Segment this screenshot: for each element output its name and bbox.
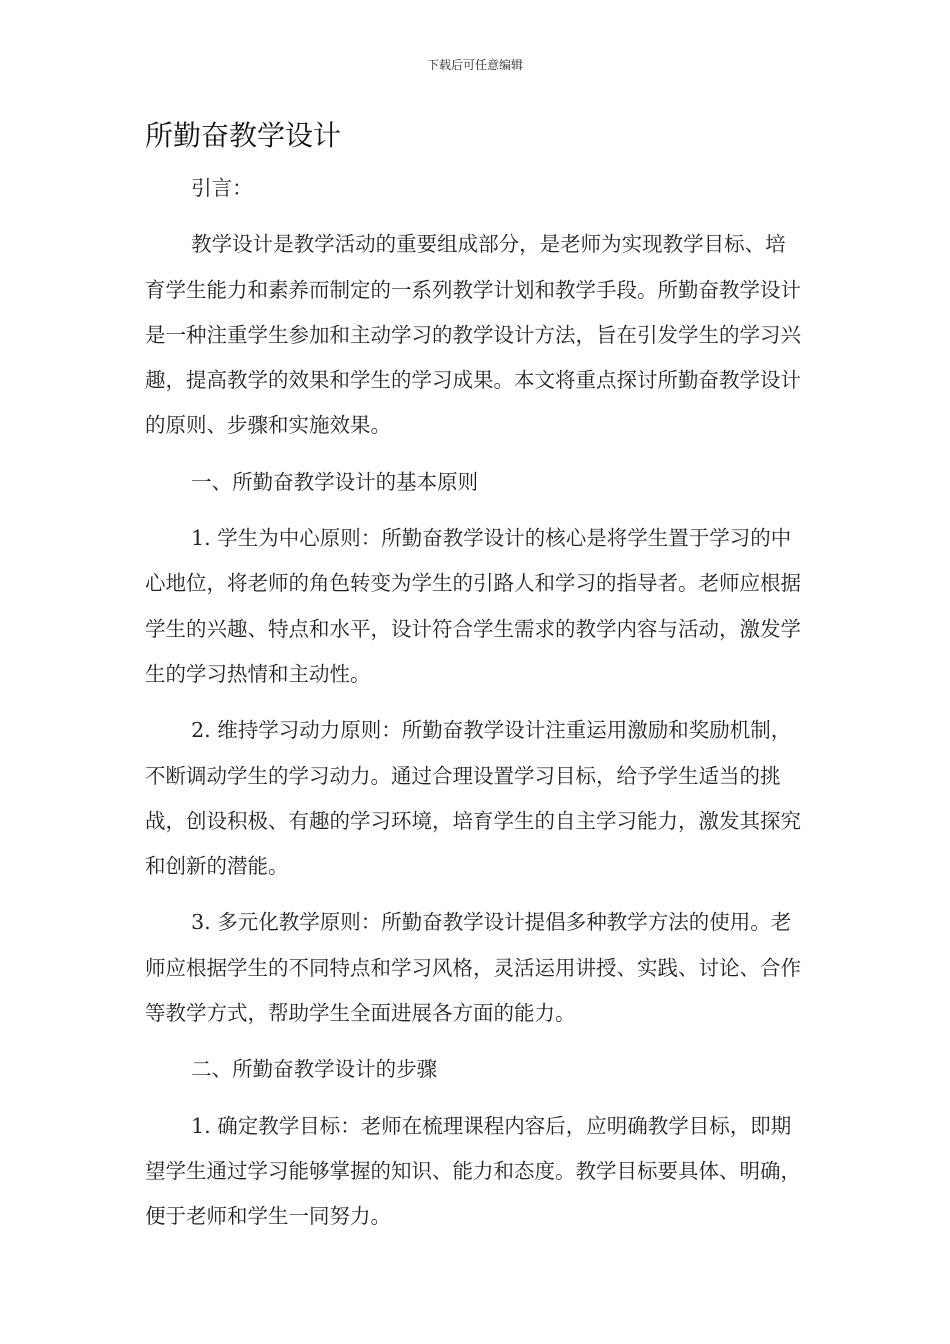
document-body [145,166,805,1240]
paragraph-intro-label: 引言： [191,176,253,200]
document-title: 所勤奋教学设计 [145,119,342,152]
section-heading-steps: 二、所勤奋教学设计的步骤 [191,1057,438,1082]
paragraph-principle-1: 1. 学生为中心原则：所勤奋教学设计的核心是将学生置于学习的中心地位，将老师的角色转变为学生的引路人和学习的指导者。老师应根据学生的兴趣、特点和水平，设计符合学生需求的教学内容与活动，激发学生的学习热情和主动性。 [145,526,801,686]
page-header: 下载后可任意编辑 [426,58,523,72]
paragraph-step-1: 1. 确定教学目标：老师在梳理课程内容后，应明确教学目标，即期望学生通过学习能够掌握的知识、能力和态度。教学目标要具体、明确，便于老师和学生一同努力。 [145,1113,801,1229]
section-heading-principles: 一、所勤奋教学设计的基本原则 [191,469,479,494]
paragraph-principle-2: 2. 维持学习动力原则：所勤奋教学设计注重运用激励和奖励机制，不断调动学生的学习动力。通过合理设置学习目标，给予学生适当的挑战，创设积极、有趣的学习环境，培育学生的自主学习能力，激发其探究和创新的潜能。 [145,718,801,879]
paragraph-intro: 教学设计是教学活动的重要组成部分，是老师为实现教学目标、培育学生能力和素养而制定的一系列教学计划和教学手段。所勤奋教学设计是一种注重学生参加和主动学习的教学设计方法，旨在引发学生的学习兴趣，提高教学的效果和学生的学习成果。本文将重点探讨所勤奋教学设计的原则、步骤和实施效果。 [145,232,801,438]
paragraph-principle-3: 3. 多元化教学原则：所勤奋教学设计提倡多种教学方法的使用。老师应根据学生的不同特点和学习风格，灵活运用讲授、实践、讨论、合作等教学方式，帮助学生全面进展各方面的能力。 [145,910,801,1026]
